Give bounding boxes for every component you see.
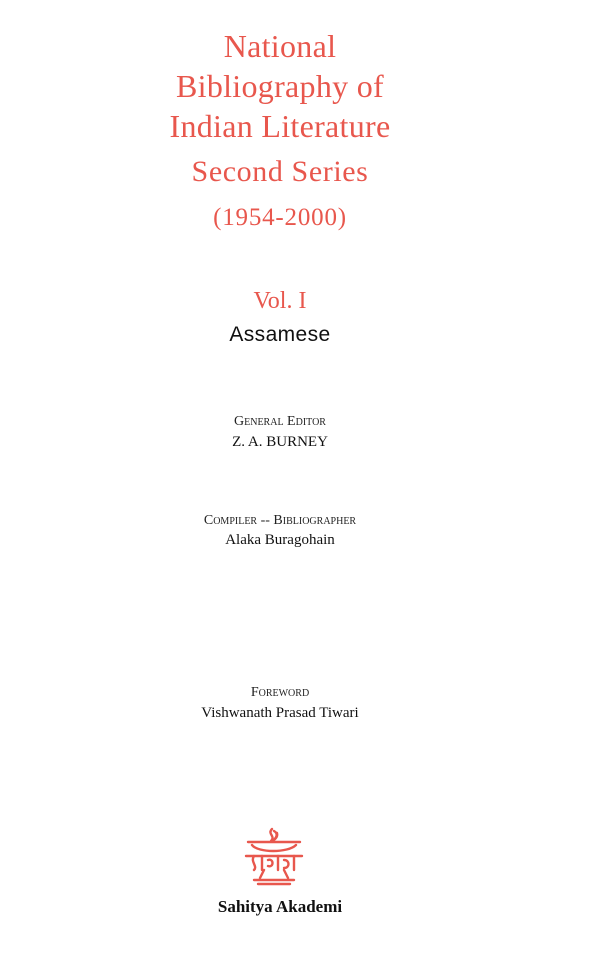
book-title-line-1: National xyxy=(223,28,337,64)
general-editor-role: General Editor xyxy=(234,414,326,429)
book-title-line-3: Indian Literature xyxy=(169,108,391,144)
compiler-role: Compiler -- Bibliographer xyxy=(203,513,357,528)
volume-number: Vol. I xyxy=(253,288,307,314)
series-label: Second Series xyxy=(191,155,369,188)
foreword-role: Foreword xyxy=(250,685,310,700)
compiler-name: Alaka Buragohain xyxy=(225,532,335,548)
publisher-name: Sahitya Akademi xyxy=(217,897,343,916)
year-range: (1954-2000) xyxy=(213,204,347,231)
sahitya-akademi-logo-icon xyxy=(240,826,308,886)
general-editor-name: Z. A. BURNEY xyxy=(232,434,328,450)
foreword-name: Vishwanath Prasad Tiwari xyxy=(201,705,359,721)
volume-language: Assamese xyxy=(229,323,331,346)
book-title-line-2: Bibliography of xyxy=(175,68,385,104)
